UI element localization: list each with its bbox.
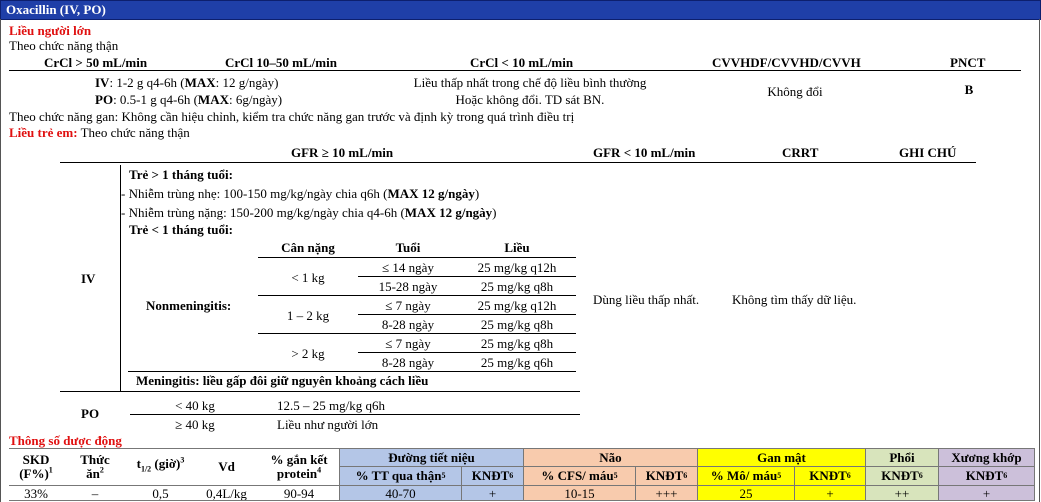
pk-col-rule [938,448,939,500]
neo-dose: 25 mg/kg q6h [480,355,554,370]
ped-po-label: PO [81,406,100,421]
pk-val-tissue-ratio: 25 [698,486,794,501]
ped-col-crrt: CRRT [782,145,819,160]
ped-severe-dose: - Nhiễm trùng nặng: 150-200 mg/kg/ngày chia q4-6h (MAX 12 g/ngày) [121,205,497,220]
pk-col-rule [697,448,698,500]
pk-val-food: – [91,485,99,501]
adult-crrt-value: Không đổi [767,84,823,99]
pk-val-vd: 0,4L/kg [206,485,247,501]
pk-head-food: Thức $ăn^2$ [80,452,110,481]
adult-pnct-value: B [964,82,974,97]
neo-col-dose: Liều [504,240,530,255]
po-weight: < 40 kg [175,398,215,413]
pk-val-liver-kndt: + [795,486,865,501]
neo-age: 8-28 ngày [381,355,435,370]
adult-header-rule [9,70,1021,71]
ped-col-gfr-low: GFR < 10 mL/min [593,145,696,160]
neo-row-rule [358,314,576,315]
pk-sub-tissue-ratio: % Mô/ máu 5 [698,467,794,485]
pk-head-vd: Vd [218,459,235,474]
adult-hepatic-note: Theo chức năng gan: Không cần hiệu chỉnh, kiểm tra chức năng gan trước và định kỳ trong quá trình điều trị [9,109,575,124]
adult-col-crcl10: CrCl < 10 mL/min [470,55,574,70]
adult-low-crcl-line1: Liều thấp nhất trong chế độ liều bình thường [413,75,647,90]
pk-col-rule [523,448,524,500]
neo-age: 8-28 ngày [381,317,435,332]
pk-val-brain-kndt: +++ [636,486,697,501]
neo-row-rule [358,276,576,277]
adult-col-crrt: CVVHDF/CVVHD/CVVH [712,55,861,70]
pk-val-protein-binding: 90-94 [283,485,315,501]
ped-meningitis: Meningitis: liều gấp đôi giữ nguyên khoảng cách liều [136,373,429,388]
neo-col-age: Tuổi [395,240,421,255]
pk-sub-brain-kndt: KNĐT 6 [636,467,697,485]
ped-gfr-low-value: Dùng liều thấp nhất. [593,292,700,307]
adult-col-pnct: PNCT [950,55,986,70]
po-row-rule [130,414,580,415]
pk-rule [9,485,1035,486]
pk-val-bone-kndt: + [939,486,1034,501]
pk-head-half-life: $t_{1/2}$ (giờ)$^3$ [136,455,185,474]
drug-title: Oxacillin (IV, PO) [6,2,106,17]
neo-dose: 25 mg/kg q8h [480,336,554,351]
pk-group-bone: Xương khớp [939,449,1034,467]
neo-dose: 25 mg/kg q8h [480,317,554,332]
po-weight: ≥ 40 kg [175,417,215,432]
neo-group-rule [258,333,576,334]
pk-rule [340,466,1035,467]
ped-crrt-value: Không tìm thấy dữ liệu. [732,292,857,307]
neo-row-rule [358,352,576,353]
po-dose: Liều như người lớn [277,417,379,432]
neo-group-rule [258,295,576,296]
adult-iv-dose: IV: 1-2 g q4-6h (MAX: 12 g/ngày) [95,75,279,90]
pk-rule [9,500,1035,501]
pk-sub-urinary-kndt: KNĐT 6 [462,467,523,485]
pk-col-rule [635,466,636,500]
pk-val-lung-kndt: ++ [866,486,938,501]
pk-group-liver: Gan mật [698,449,865,467]
neo-dose: 25 mg/kg q12h [477,298,557,313]
neo-weight: < 1 kg [291,270,325,285]
pk-col-rule [865,448,866,500]
neo-age: ≤ 14 ngày [382,260,434,275]
pk-col-rule [1034,448,1035,500]
ped-iv-label: IV [81,271,96,286]
ped-col-gfr-high: GFR ≥ 10 mL/min [291,145,394,160]
pk-head-protein-binding: % gắn kết protein$^4$ [270,452,328,481]
pk-sub-bone-kndt: KNĐT 6 [939,467,1034,485]
adult-po-dose: PO: 0.5-1 g q4-6h (MAX: 6g/ngày) [95,92,283,107]
pk-val-urinary-kndt: + [462,486,523,501]
adult-renal-label: Theo chức năng thận [9,38,119,53]
pk-col-rule [461,466,462,500]
pk-group-brain: Não [524,449,697,467]
neo-weight: 1 – 2 kg [286,308,330,323]
ped-nonmen-label: Nonmeningitis: [146,298,232,313]
ped-header-rule [60,162,976,163]
neo-dose: 25 mg/kg q12h [477,260,557,275]
neo-bottom-rule [128,371,576,372]
neo-age: 15-28 ngày [378,279,438,294]
drug-title-bar [0,0,1041,20]
pk-val-bioavailability: 33% [24,485,48,501]
pk-sub-renal-excretion: % TT qua thận 5 [340,467,461,485]
adult-col-crcl50: CrCl > 50 mL/min [44,55,148,70]
ped-under1m-title: Trẻ < 1 tháng tuổi: [129,222,233,237]
neo-col-weight: Cân nặng [281,240,335,255]
pediatric-heading-line: Liều trẻ em: Theo chức năng thận [9,125,190,140]
ped-col-note: GHI CHÚ [899,145,957,160]
adult-heading: Liều người lớn [9,23,92,38]
pk-rule [9,448,1035,449]
pk-val-csf-ratio: 10-15 [524,486,635,501]
pk-val-half-life: 0,5 [152,485,169,501]
ped-mild-dose: - Nhiễm trùng nhẹ: 100-150 mg/kg/ngày chia q6h (MAX 12 g/ngày) [121,186,480,201]
neo-age: ≤ 7 ngày [385,336,431,351]
neo-header-rule [258,257,576,258]
ped-iv-divider [120,165,121,391]
po-dose: 12.5 – 25 mg/kg q6h [277,398,385,413]
pk-sub-liver-kndt: KNĐT 6 [795,467,865,485]
neo-dose: 25 mg/kg q8h [480,279,554,294]
pk-head-bioavailability: SKD $(F\%)^1$ [19,452,53,481]
adult-low-crcl-line2: Hoặc không đổi. TD sát BN. [455,92,605,107]
adult-col-crcl10-50: CrCl 10–50 mL/min [225,55,337,70]
ped-iv-bottom-rule [60,391,580,392]
page-right-border [1039,19,1040,502]
pk-val-renal-excretion: 40-70 [340,486,461,501]
pk-sub-csf-ratio: % CFS/ máu 5 [524,467,635,485]
pk-heading: Thông số dược động [9,433,122,448]
page-left-border [0,19,1,502]
pk-col-rule [794,466,795,500]
pk-group-urinary: Đường tiết niệu [340,449,523,467]
pk-group-lung: Phổi [866,449,938,467]
neo-age: ≤ 7 ngày [385,298,431,313]
ped-over1m-title: Trẻ > 1 tháng tuổi: [129,167,233,182]
neo-weight: > 2 kg [291,346,325,361]
pk-sub-lung-kndt: KNĐT 6 [866,467,938,485]
pk-col-rule [339,448,340,500]
